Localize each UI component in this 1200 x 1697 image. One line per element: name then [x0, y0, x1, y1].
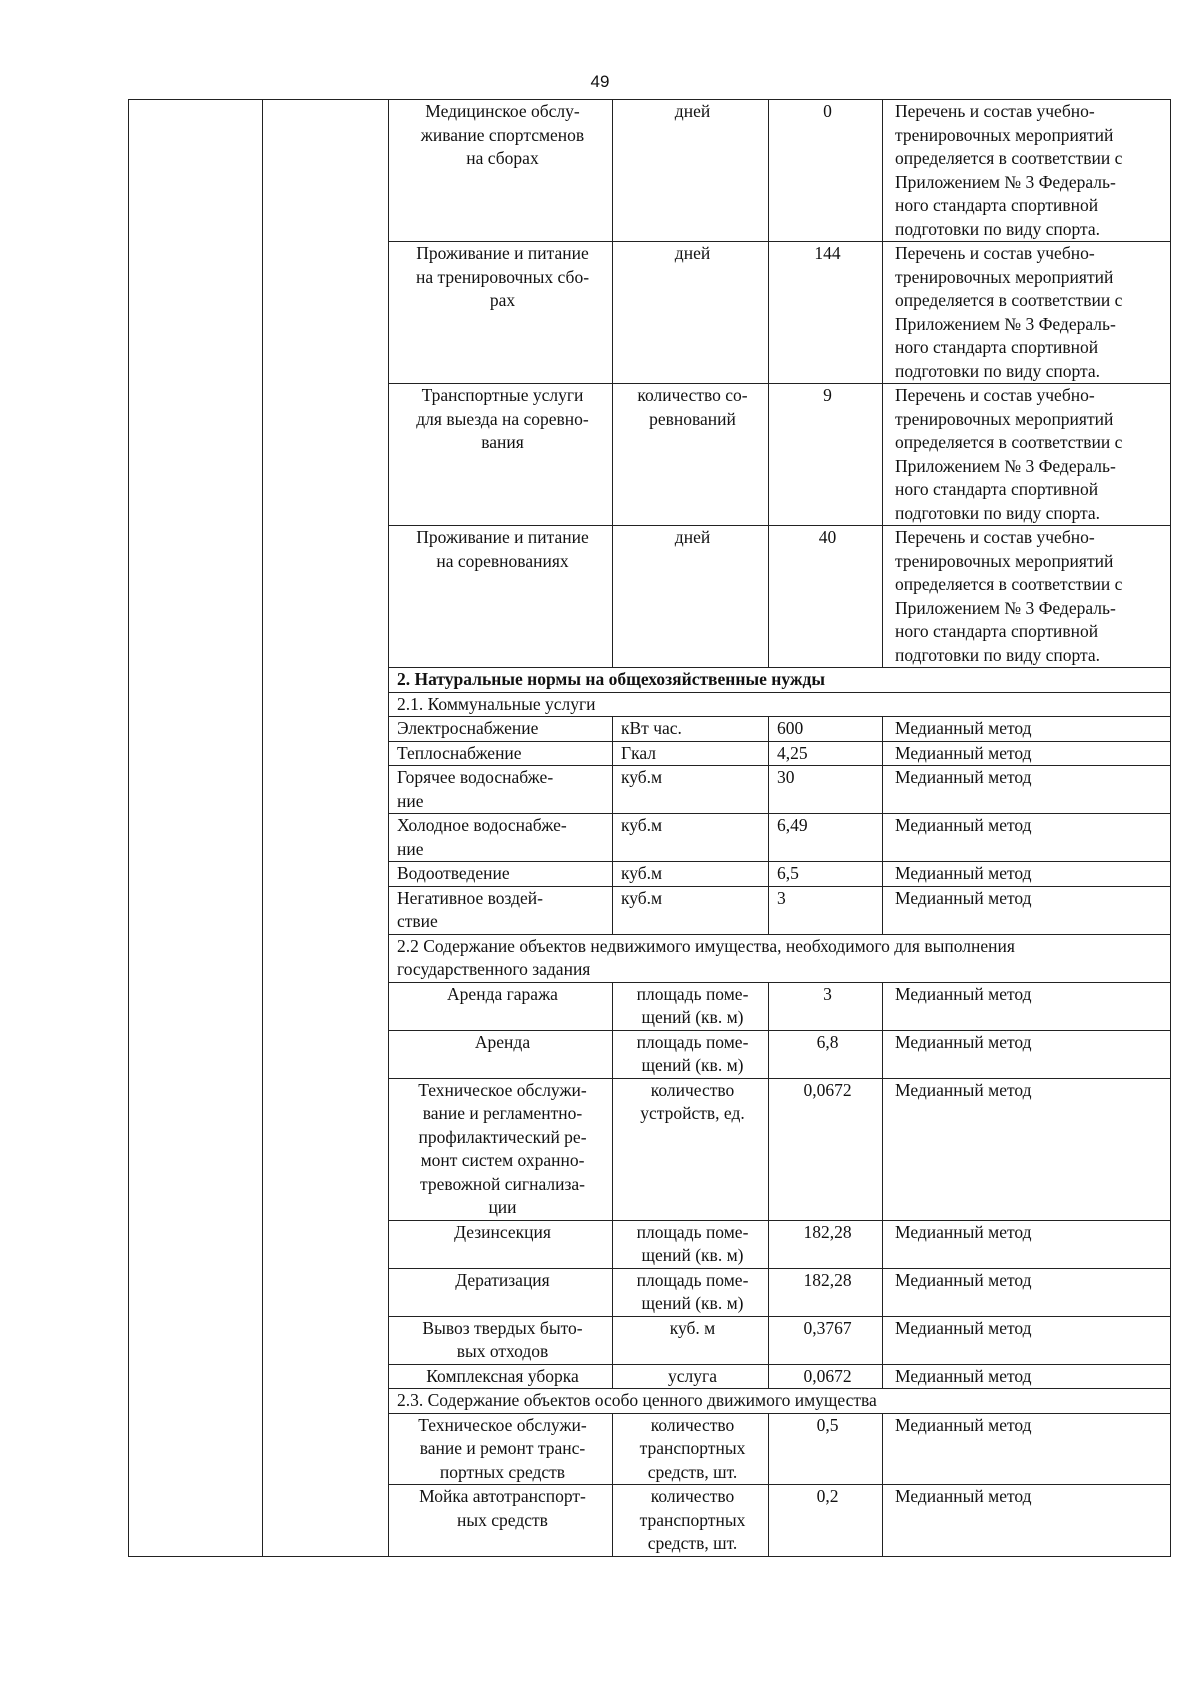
unit-cell: площадь поме- щений (кв. м)	[613, 1268, 769, 1316]
note-cell: Медианный метод	[883, 1030, 1171, 1078]
value-cell: 0,5	[769, 1413, 883, 1485]
note-cell: Медианный метод	[883, 741, 1171, 766]
norm-name-cell: Дезинсекция	[389, 1220, 613, 1268]
value-cell: 6,49	[769, 814, 883, 862]
unit-cell: количество транспортных средств, шт.	[613, 1485, 769, 1557]
unit-cell: услуга	[613, 1364, 769, 1389]
norm-name-cell: Проживание и питание на тренировочных сбо- рах	[389, 242, 613, 384]
unit-cell: дней	[613, 242, 769, 384]
value-cell: 182,28	[769, 1220, 883, 1268]
unit-cell: дней	[613, 526, 769, 668]
norm-name-cell: Транспортные услуги для выезда на соревно- вания	[389, 384, 613, 526]
norm-name-cell: Медицинское обслу- живание спортсменов на сборах	[389, 100, 613, 242]
norm-name-cell: Дератизация	[389, 1268, 613, 1316]
section-heading: 2.3. Содержание объектов особо ценного движимого имущества	[389, 1389, 1171, 1414]
norm-name-cell: Холодное водоснабже- ние	[389, 814, 613, 862]
unit-cell: куб.м	[613, 886, 769, 934]
value-cell: 40	[769, 526, 883, 668]
value-cell: 9	[769, 384, 883, 526]
note-cell: Медианный метод	[883, 814, 1171, 862]
norm-name-cell: Проживание и питание на соревнованиях	[389, 526, 613, 668]
norm-name-cell: Техническое обслужи- вание и регламентно- профилактический ре- монт систем охранно- тревожной сигнализа- ции	[389, 1078, 613, 1220]
value-cell: 144	[769, 242, 883, 384]
note-cell: Перечень и состав учебно- тренировочных мероприятий определяется в соответствии с Приложением № 3 Федераль- ного стандарта спортивной подготовки по виду спорта.	[883, 242, 1171, 384]
unit-cell: куб.м	[613, 862, 769, 887]
norm-name-cell: Комплексная уборка	[389, 1364, 613, 1389]
norm-name-cell: Водоотведение	[389, 862, 613, 887]
unit-cell: площадь поме- щений (кв. м)	[613, 1030, 769, 1078]
value-cell: 0	[769, 100, 883, 242]
note-cell: Медианный метод	[883, 862, 1171, 887]
note-cell: Медианный метод	[883, 1268, 1171, 1316]
norm-name-cell: Техническое обслужи- вание и ремонт транс- портных средств	[389, 1413, 613, 1485]
note-cell: Медианный метод	[883, 717, 1171, 742]
unit-cell: куб.м	[613, 814, 769, 862]
unit-cell: куб.м	[613, 766, 769, 814]
note-cell: Медианный метод	[883, 982, 1171, 1030]
section-heading: 2. Натуральные нормы на общехозяйственные нужды	[389, 668, 1171, 693]
value-cell: 0,2	[769, 1485, 883, 1557]
value-cell: 182,28	[769, 1268, 883, 1316]
table-row	[129, 100, 1171, 242]
unit-cell: Гкал	[613, 741, 769, 766]
norm-name-cell: Горячее водоснабже- ние	[389, 766, 613, 814]
empty-cell	[129, 100, 263, 1557]
unit-cell: куб. м	[613, 1316, 769, 1364]
unit-cell: количество транспортных средств, шт.	[613, 1413, 769, 1485]
norm-name-cell: Теплоснабжение	[389, 741, 613, 766]
note-cell: Медианный метод	[883, 1316, 1171, 1364]
note-cell: Перечень и состав учебно- тренировочных мероприятий определяется в соответствии с Приложением № 3 Федераль- ного стандарта спортивной подготовки по виду спорта.	[883, 100, 1171, 242]
value-cell: 4,25	[769, 741, 883, 766]
value-cell: 600	[769, 717, 883, 742]
norm-name-cell: Вывоз твердых быто- вых отходов	[389, 1316, 613, 1364]
unit-cell: площадь поме- щений (кв. м)	[613, 1220, 769, 1268]
note-cell: Медианный метод	[883, 1364, 1171, 1389]
unit-cell: количество устройств, ед.	[613, 1078, 769, 1220]
page-number: 49	[590, 72, 610, 91]
value-cell: 0,0672	[769, 1364, 883, 1389]
norm-name-cell: Негативное воздей- ствие	[389, 886, 613, 934]
section-heading: 2.2 Содержание объектов недвижимого имущества, необходимого для выполнения государственного задания	[389, 934, 1171, 982]
value-cell: 3	[769, 886, 883, 934]
value-cell: 0,0672	[769, 1078, 883, 1220]
note-cell: Перечень и состав учебно- тренировочных мероприятий определяется в соответствии с Приложением № 3 Федераль- ного стандарта спортивной подготовки по виду спорта.	[883, 526, 1171, 668]
norms-table	[128, 99, 1171, 1557]
norm-name-cell: Электроснабжение	[389, 717, 613, 742]
note-cell: Медианный метод	[883, 1078, 1171, 1220]
note-cell: Медианный метод	[883, 1485, 1171, 1557]
norm-name-cell: Аренда гаража	[389, 982, 613, 1030]
empty-cell	[263, 100, 389, 1557]
note-cell: Перечень и состав учебно- тренировочных мероприятий определяется в соответствии с Приложением № 3 Федераль- ного стандарта спортивной подготовки по виду спорта.	[883, 384, 1171, 526]
note-cell: Медианный метод	[883, 766, 1171, 814]
unit-cell: количество со- ревнований	[613, 384, 769, 526]
norm-name-cell: Аренда	[389, 1030, 613, 1078]
section-heading: 2.1. Коммунальные услуги	[389, 692, 1171, 717]
value-cell: 0,3767	[769, 1316, 883, 1364]
note-cell: Медианный метод	[883, 886, 1171, 934]
value-cell: 3	[769, 982, 883, 1030]
unit-cell: кВт час.	[613, 717, 769, 742]
norm-name-cell: Мойка автотранспорт- ных средств	[389, 1485, 613, 1557]
value-cell: 30	[769, 766, 883, 814]
unit-cell: дней	[613, 100, 769, 242]
note-cell: Медианный метод	[883, 1413, 1171, 1485]
value-cell: 6,5	[769, 862, 883, 887]
value-cell: 6,8	[769, 1030, 883, 1078]
unit-cell: площадь поме- щений (кв. м)	[613, 982, 769, 1030]
note-cell: Медианный метод	[883, 1220, 1171, 1268]
